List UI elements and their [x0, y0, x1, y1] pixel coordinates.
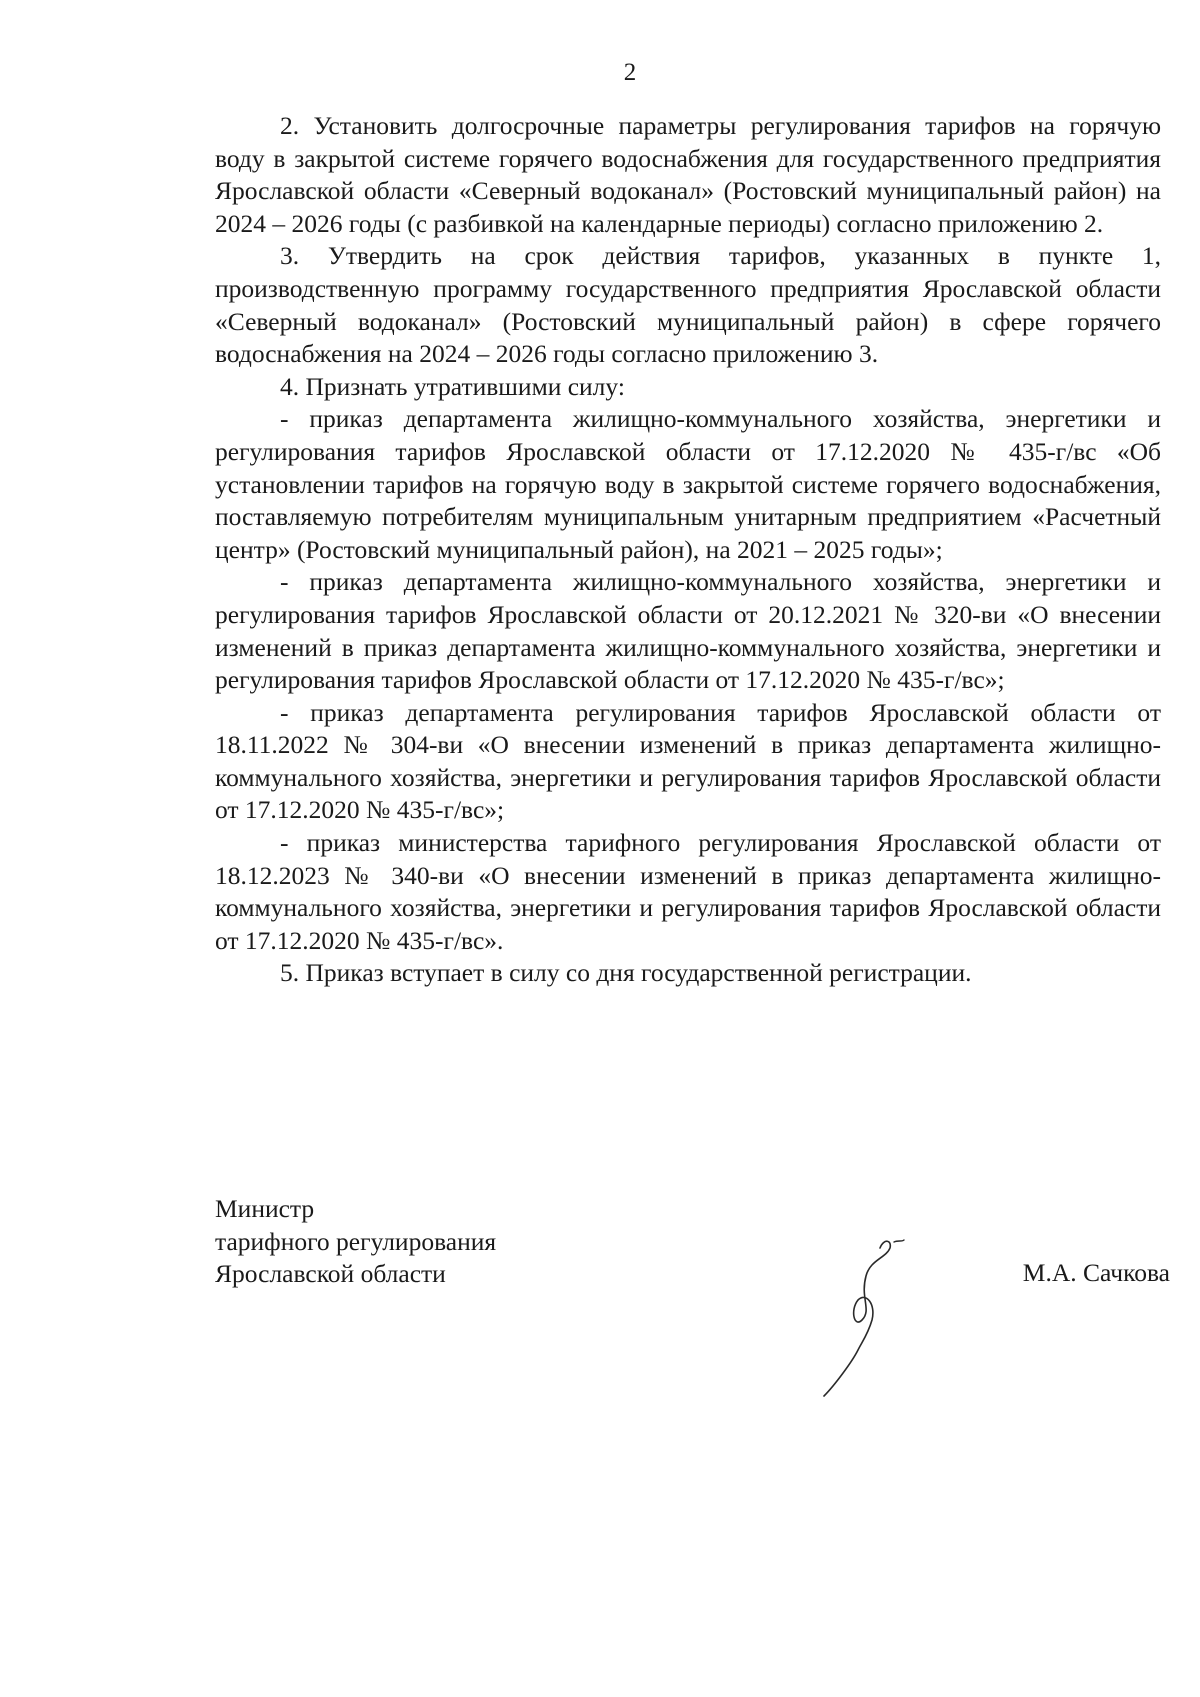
- paragraph-item-3: 3. Утвердить на срок действия тарифов, указанных в пункте 1, производственную программу государственного предприятия Ярославской области «Северный водоканал» (Ростовский муниципальный район) в сфере горячего водоснабжения на 2024 – 2026 годы согласно приложению 3.: [215, 241, 1161, 369]
- signatory-title-line: тарифного регулирования: [215, 1226, 497, 1256]
- paragraph-item-4: 4. Признать утратившими силу:: [280, 371, 625, 401]
- signatory-title: [215, 1193, 496, 1291]
- signatory-title-line: Ярославской области: [215, 1259, 446, 1289]
- document-body: [215, 110, 1161, 990]
- page-number: 2: [623, 59, 637, 86]
- repealed-order-2: - приказ департамента жилищно-коммунального хозяйства, энергетики и регулирования тарифов Ярославской области от 20.12.2021 № 320-ви «О внесении изменений в приказ департамента жилищно-коммунального хозяйства, энергетики и регулирования тарифов Ярославской области от 17.12.2020 № 435-г/вс»;: [215, 567, 1161, 695]
- repealed-order-4: - приказ министерства тарифного регулирования Ярославской области от 18.12.2023 № 340-ви «О внесении изменений в приказ департамента жилищно-коммунального хозяйства, энергетики и регулирования тарифов Ярославской области от 17.12.2020 № 435-г/вс».: [215, 828, 1161, 955]
- repealed-order-3: - приказ департамента регулирования тарифов Ярославской области от 18.11.2022 № 304-ви «О внесении изменений в приказ департамента жилищно-коммунального хозяйства, энергетики и регулирования тарифов Ярославской области от 17.12.2020 № 435-г/вс»;: [215, 697, 1161, 825]
- signatory-title-line: Министр: [215, 1194, 315, 1223]
- signatory-name: М.А. Сачкова: [1022, 1258, 1170, 1287]
- paragraph-item-5: 5. Приказ вступает в силу со дня государственной регистрации.: [280, 958, 972, 988]
- repealed-order-1: - приказ департамента жилищно-коммунального хозяйства, энергетики и регулирования тарифов Ярославской области от 17.12.2020 № 435-г/вс «Об установлении тарифов на горячую воду в закрытой системе горячего водоснабжения, поставляемую потребителям муниципальным унитарным предприятием «Расчетный центр» (Ростовский муниципальный район), на 2021 – 2025 годы»;: [215, 404, 1161, 564]
- handwritten-signature: [810, 1228, 930, 1398]
- paragraph-item-2: 2. Установить долгосрочные параметры регулирования тарифов на горячую воду в закрытой системе горячего водоснабжения для государственного предприятия Ярославской области «Северный водоканал» (Ростовский муниципальный район) на 2024 – 2026 годы (с разбивкой на календарные периоды) согласно приложению 2.: [215, 111, 1161, 238]
